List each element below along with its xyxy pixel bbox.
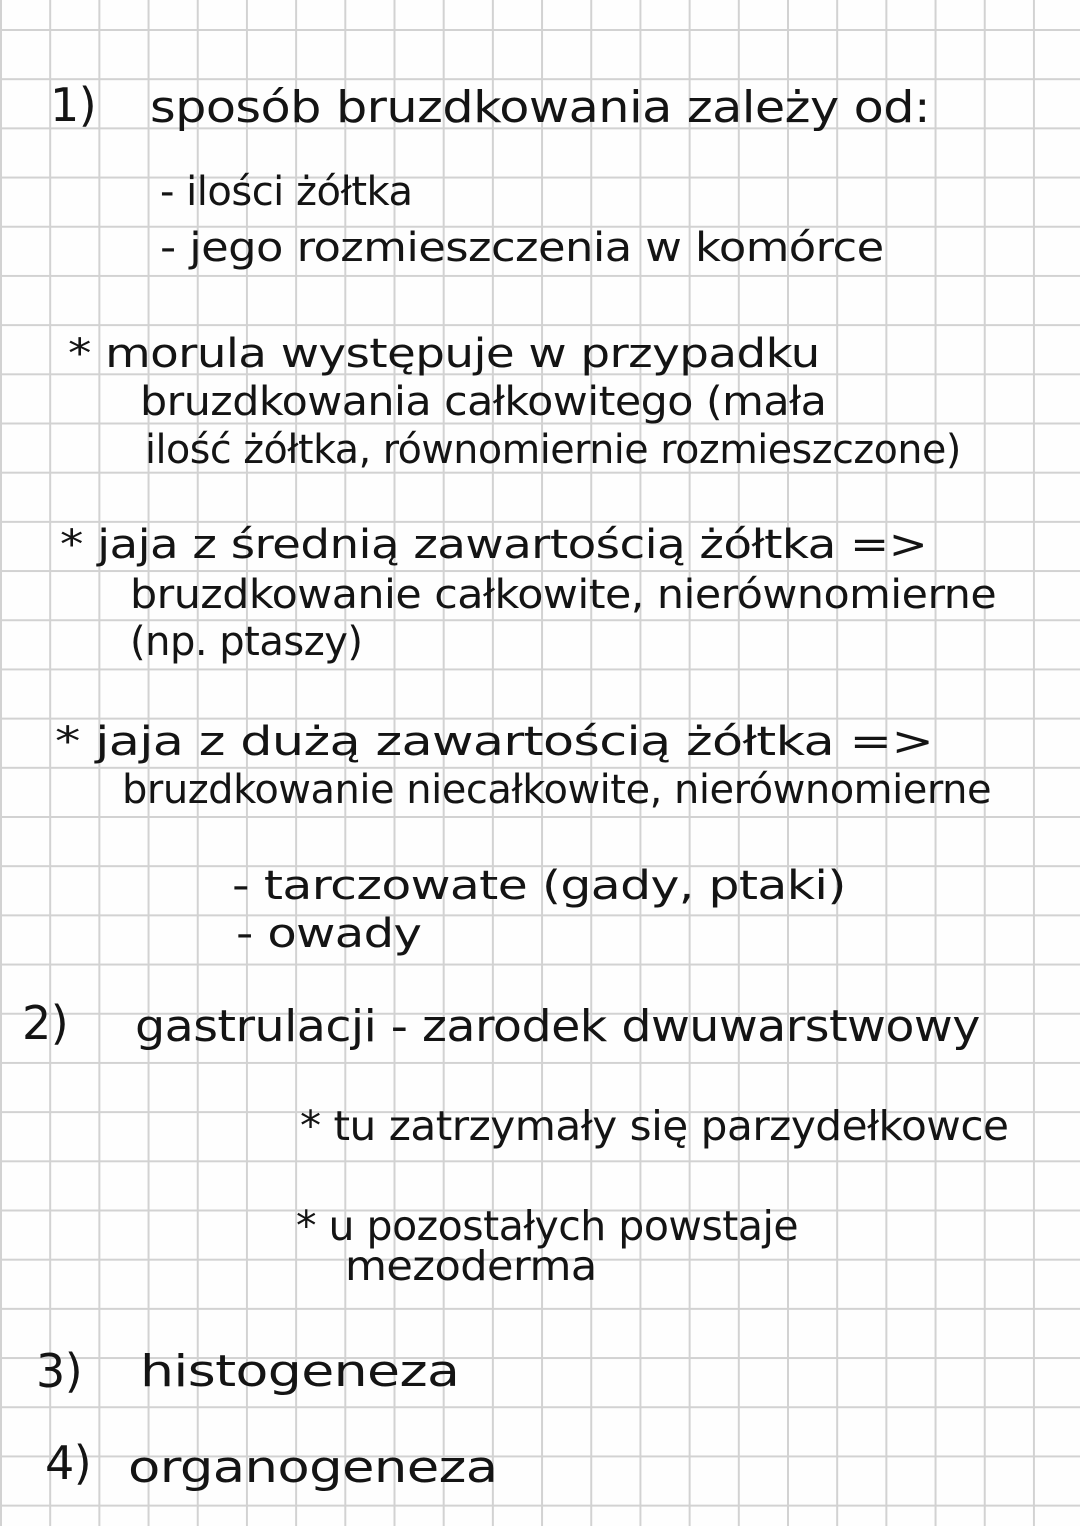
large-yolk-point-line-1: * jaja z dużą zawartością żółtka => (55, 719, 934, 765)
factor-yolk-distribution: - jego rozmieszczenia w komórce (160, 225, 884, 271)
subitem-discoidal: - tarczowate (gady, ptaki) (232, 863, 846, 909)
section-1-heading: sposób bruzdkowania zależy od: (150, 82, 931, 133)
section-3-heading: histogeneza (140, 1346, 460, 1397)
morula-point-line-2: bruzdkowania całkowitego (mała (140, 379, 827, 425)
large-yolk-point-line-2: bruzdkowanie niecałkowite, nierównomierne (122, 767, 992, 813)
factor-yolk-amount: - ilości żółtka (160, 169, 413, 215)
morula-point-line-3: ilość żółtka, równomiernie rozmieszczone) (145, 427, 961, 473)
section-4-number: 4) (45, 1436, 92, 1490)
medium-yolk-point-line-2: bruzdkowanie całkowite, nierównomierne (130, 572, 997, 618)
section-3-number: 3) (36, 1344, 83, 1398)
subitem-insects: - owady (236, 911, 422, 957)
section-4-heading: organogeneza (128, 1442, 498, 1493)
section-2-heading: gastrulacji - zarodek dwuwarstwowy (135, 1001, 980, 1052)
others-point-line-1: * u pozostałych powstaje (296, 1202, 799, 1250)
medium-yolk-point-line-3: (np. ptaszy) (130, 619, 363, 665)
section-1-number: 1) (50, 78, 97, 132)
morula-point-line-1: * morula występuje w przypadku (68, 331, 820, 377)
cnidarians-point: * tu zatrzymały się parzydełkowce (300, 1102, 1009, 1150)
medium-yolk-point-line-1: * jaja z średnią zawartością żółtka => (60, 522, 928, 568)
others-point-line-2: mezoderma (345, 1242, 597, 1290)
section-2-number: 2) (22, 996, 69, 1050)
